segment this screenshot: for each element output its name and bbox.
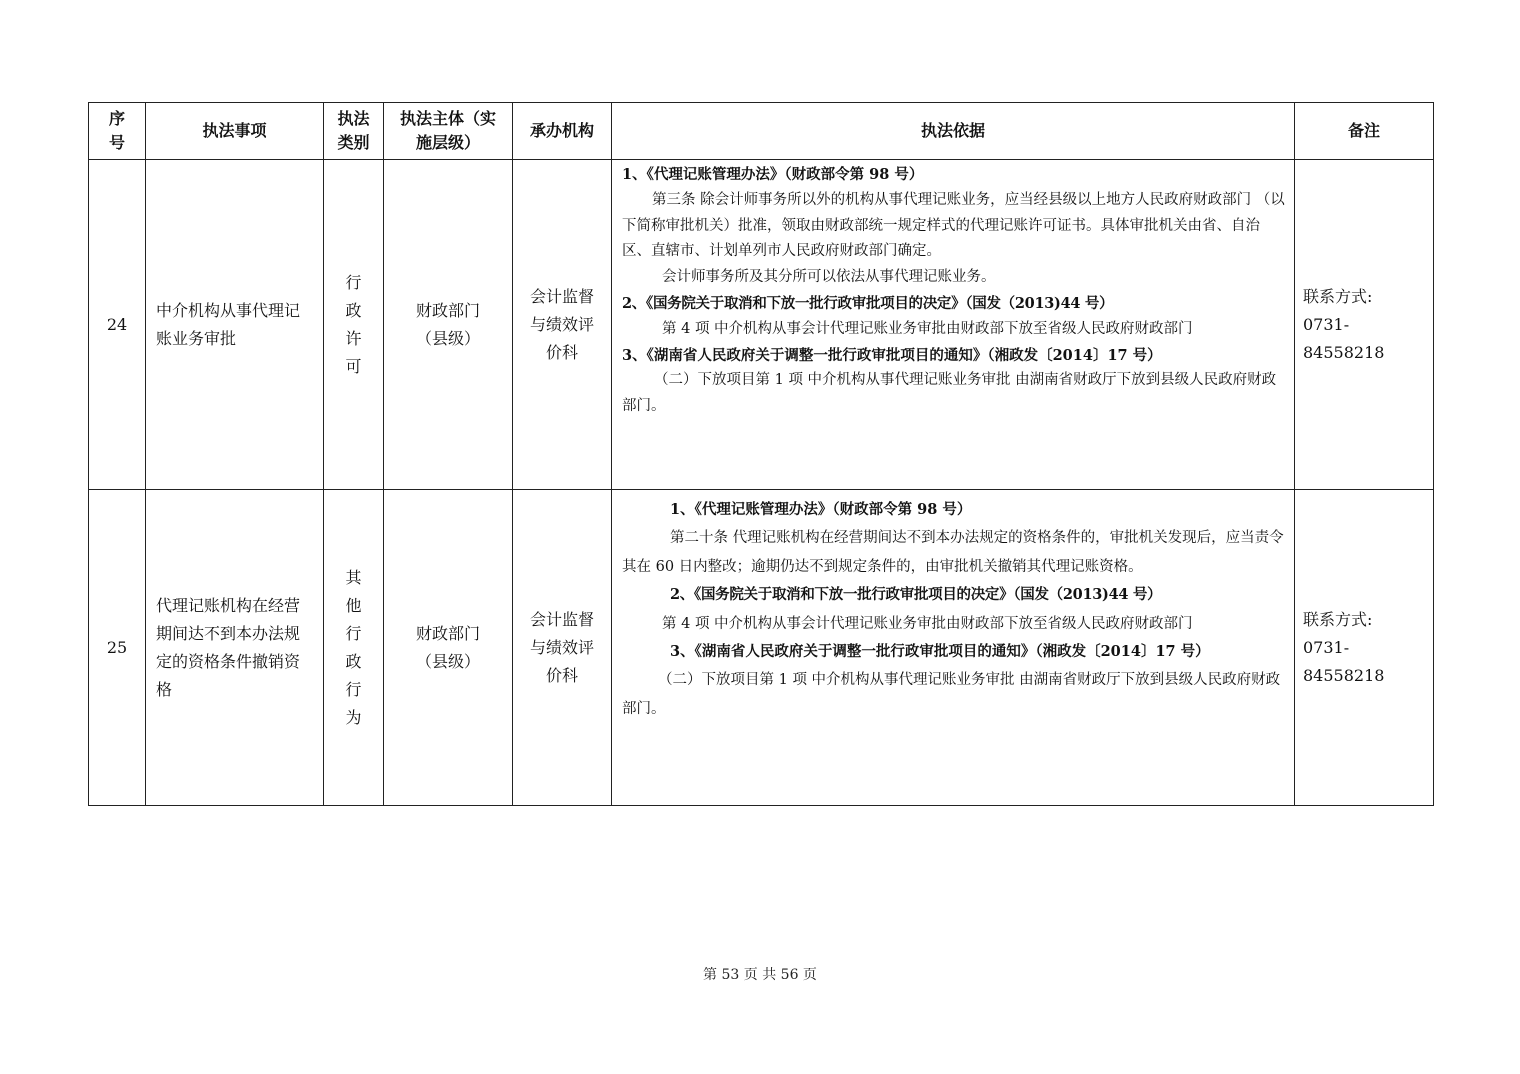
header-seq: 序号	[89, 103, 146, 160]
basis-article: 第 4 项 中介机构从事会计代理记账业务审批由财政部下放至省级人民政府财政部门	[662, 615, 1193, 632]
subject-level: （县级）	[415, 651, 480, 671]
page-number: 第 53 页 共 56 页	[703, 967, 817, 983]
basis-law-title: 3、《湖南省人民政府关于调整一批行政审批项目的通知》（湘政发〔2014〕17 号）	[670, 643, 1210, 661]
basis-law-title: 2、《国务院关于取消和下放一批行政审批项目的决定》（国发（2013)44 号）	[670, 586, 1162, 604]
table-row	[89, 160, 1434, 490]
header-row	[89, 103, 1434, 160]
header-item: 执法事项	[146, 103, 324, 160]
row-seq: 24	[89, 160, 146, 490]
row-agency: 会计监督与绩效评价科	[513, 490, 612, 806]
contact-label: 联系方式:	[1303, 286, 1373, 306]
basis-law-title: 2、《国务院关于取消和下放一批行政审批项目的决定》（国发（2013)44 号）	[622, 294, 1114, 312]
row-basis	[612, 490, 1295, 806]
row-seq: 25	[89, 490, 146, 806]
enforcement-table	[88, 102, 1434, 806]
subject-line: 财政部门	[415, 623, 480, 643]
basis-article: 第 4 项 中介机构从事会计代理记账业务审批由财政部下放至省级人民政府财政部门	[662, 320, 1193, 337]
basis-law-title: 3、《湖南省人民政府关于调整一批行政审批项目的通知》（湘政发〔2014〕17 号）	[622, 346, 1162, 364]
row-category: 其他行政行为	[324, 490, 384, 806]
row-item: 中介机构从事代理记账业务审批	[146, 160, 324, 490]
row-subject	[384, 160, 513, 490]
basis-law-title: 1、《代理记账管理办法》（财政部令第 98 号）	[622, 166, 924, 183]
basis-law-title: 1、《代理记账管理办法》（财政部令第 98 号）	[670, 501, 972, 518]
basis-article: 第三条 除会计师事务所以外的机构从事代理记账业务，应当经县级以上地方人民政府财政部门 （以下简称审批机关）批准，领取由财政部统一规定样式的代理记账许可证书。具体审批机关由省、自治区、直辖市、计划单列市人民政府财政部门确定。	[622, 191, 1285, 260]
subject-line: 财政部门	[415, 300, 480, 320]
header-subject: 执法主体（实施层级）	[384, 103, 513, 160]
contact-label: 联系方式:	[1303, 609, 1373, 629]
contact-phone: 0731-84558218	[1303, 314, 1385, 362]
subject-level: （县级）	[415, 328, 480, 348]
basis-article: （二）下放项目第 1 项 中介机构从事代理记账业务审批 由湖南省财政厅下放到县级人民政府财政部门。	[622, 372, 1277, 415]
header-category: 执法类别	[324, 103, 384, 160]
row-category: 行政许可	[324, 160, 384, 490]
row-note	[1295, 490, 1434, 806]
row-item: 代理记账机构在经营期间达不到本办法规定的资格条件撤销资格	[146, 490, 324, 806]
row-subject	[384, 490, 513, 806]
table-row	[89, 490, 1434, 806]
basis-article: 第二十条 代理记账机构在经营期间达不到本办法规定的资格条件的，审批机关发现后，应当责令其在 60 日内整改；逾期仍达不到规定条件的，由审批机关撤销其代理记账资格。	[622, 530, 1284, 575]
row-basis	[612, 160, 1295, 490]
basis-article: 会计师事务所及其分所可以依法从事代理记账业务。	[662, 269, 996, 286]
basis-article: （二）下放项目第 1 项 中介机构从事代理记账业务审批 由湖南省财政厅下放到县级人民政府财政部门。	[622, 672, 1281, 717]
header-agency: 承办机构	[513, 103, 612, 160]
table-header	[89, 103, 1434, 160]
header-note: 备注	[1295, 103, 1434, 160]
contact-phone: 0731-84558218	[1303, 637, 1385, 685]
header-basis: 执法依据	[612, 103, 1295, 160]
row-note	[1295, 160, 1434, 490]
row-agency: 会计监督与绩效评价科	[513, 160, 612, 490]
